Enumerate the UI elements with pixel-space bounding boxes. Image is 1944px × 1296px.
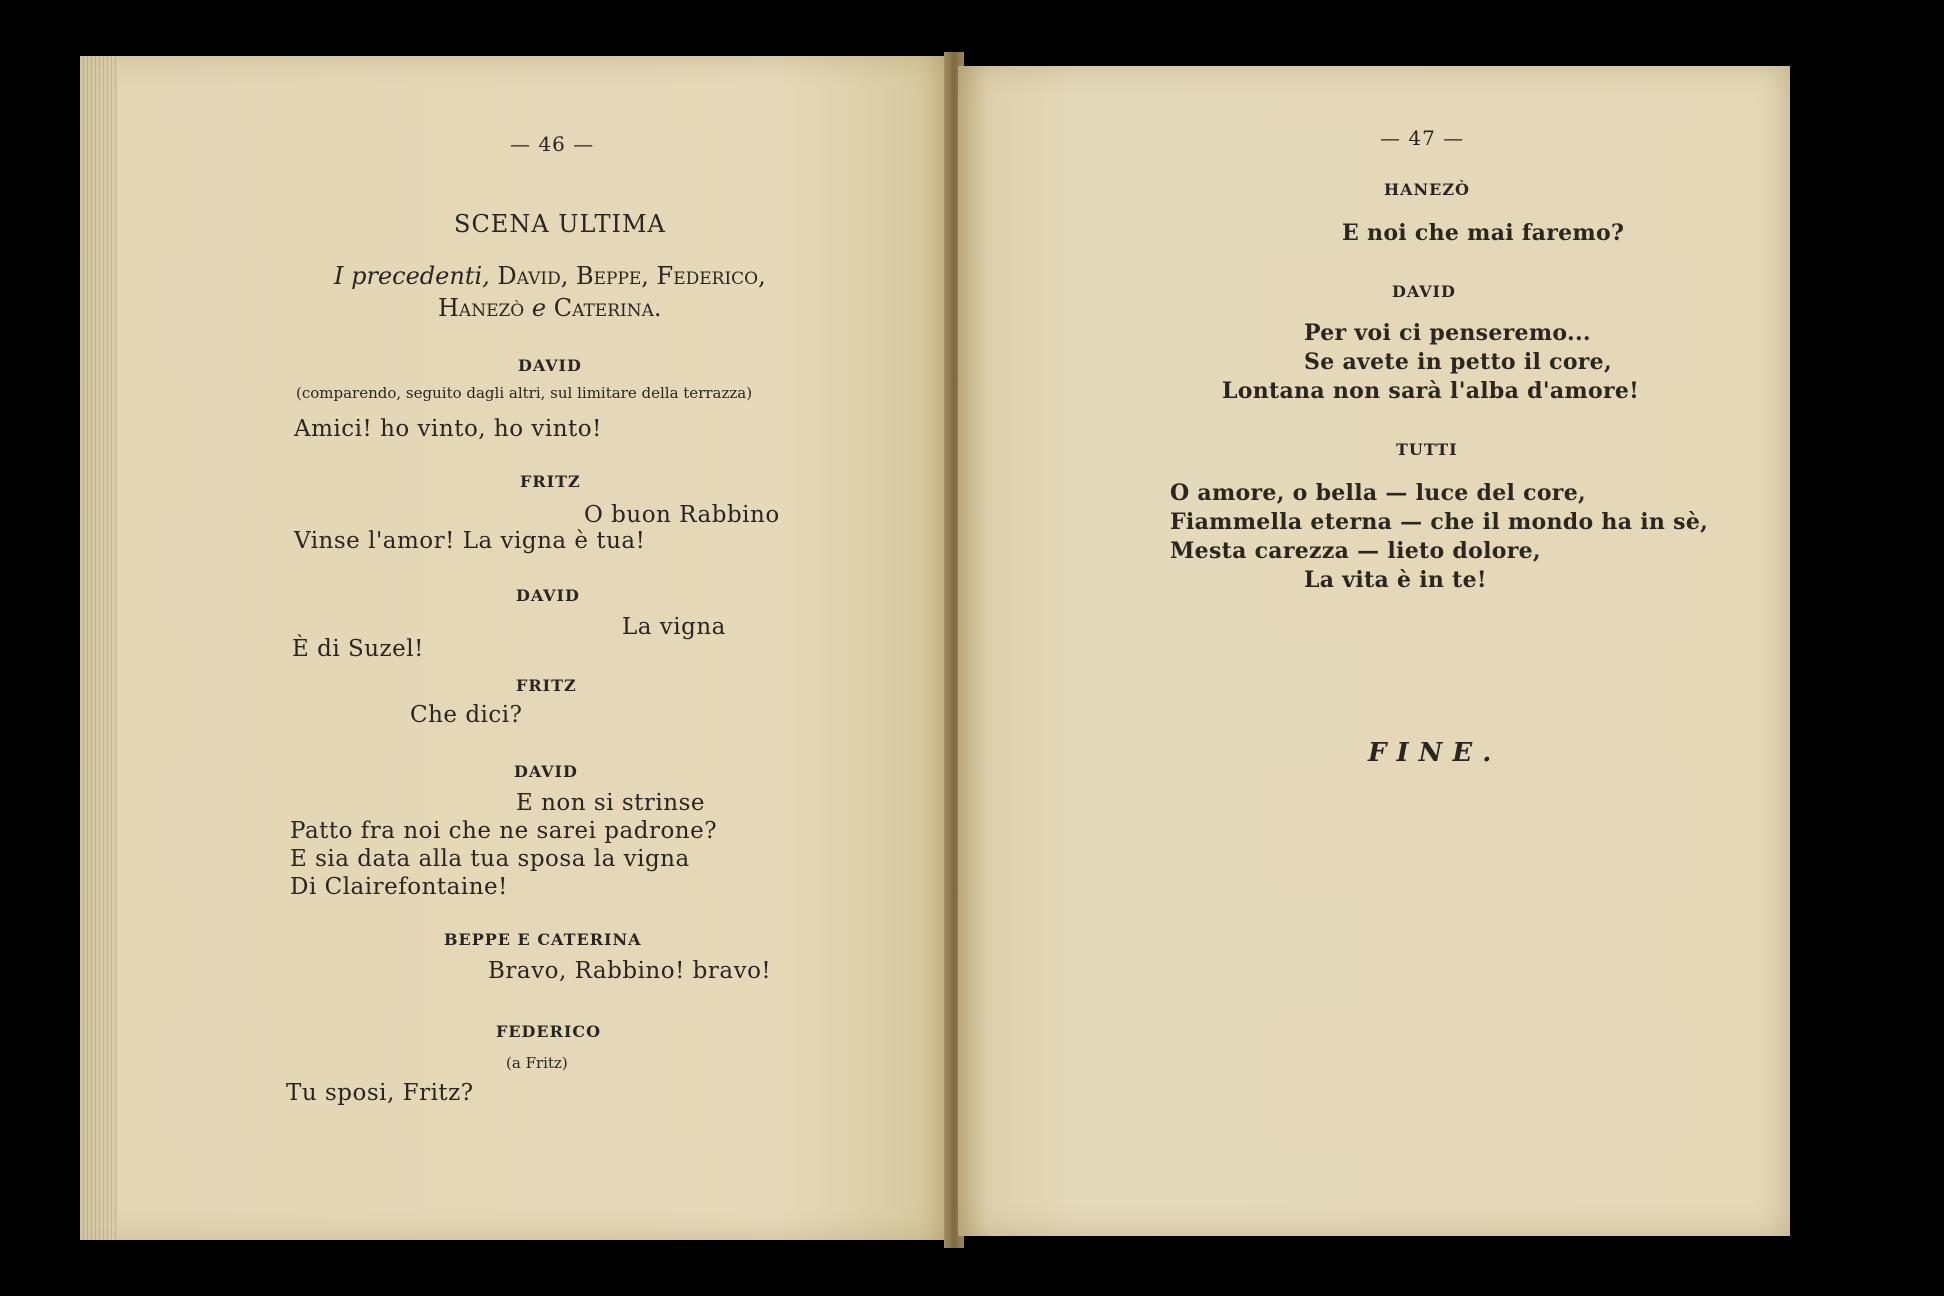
dialogue-line: Lontana non sarà l'alba d'amore! bbox=[1222, 378, 1640, 404]
fine-label: FINE. bbox=[1368, 738, 1502, 768]
dialogue-line: Che dici? bbox=[410, 702, 523, 728]
page-number: — 46 — bbox=[510, 132, 595, 156]
cast-name: Caterina. bbox=[553, 294, 662, 322]
dialogue-line: Se avete in petto il core, bbox=[1304, 349, 1612, 375]
left-page bbox=[80, 56, 952, 1240]
cast-conjunction: e bbox=[531, 294, 547, 322]
dialogue-line: E non si strinse bbox=[516, 790, 705, 816]
stage-direction: (comparendo, seguito dagli altri, sul limitare della terrazza) bbox=[296, 384, 753, 402]
dialogue-line: È di Suzel! bbox=[292, 636, 424, 662]
dialogue-line: Mesta carezza — lieto dolore, bbox=[1170, 538, 1541, 564]
speaker-label: TUTTI bbox=[1396, 440, 1458, 459]
dialogue-line: E noi che mai faremo? bbox=[1342, 220, 1625, 246]
dialogue-line: Per voi ci penseremo... bbox=[1304, 320, 1591, 346]
dialogue-line: Bravo, Rabbino! bravo! bbox=[488, 958, 772, 984]
right-page bbox=[958, 66, 1790, 1236]
speaker-label: DAVID bbox=[516, 586, 580, 605]
dialogue-line: La vigna bbox=[622, 614, 726, 640]
speaker-label: FEDERICO bbox=[496, 1022, 602, 1041]
cast-line bbox=[334, 264, 766, 288]
cast-intro: I precedenti, bbox=[334, 262, 490, 290]
dialogue-line: Patto fra noi che ne sarei padrone? bbox=[290, 818, 718, 844]
dialogue-line: La vita è in te! bbox=[1304, 567, 1487, 593]
dialogue-line: Di Clairefontaine! bbox=[290, 874, 508, 900]
cast-line bbox=[438, 296, 662, 320]
dialogue-line: Vinse l'amor! La vigna è tua! bbox=[294, 528, 646, 554]
speaker-label: DAVID bbox=[518, 356, 582, 375]
dialogue-line: Amici! ho vinto, ho vinto! bbox=[294, 416, 602, 442]
cast-name: Hanezò bbox=[438, 294, 525, 322]
dialogue-line: O buon Rabbino bbox=[584, 502, 780, 528]
scene-title: SCENA ULTIMA bbox=[454, 210, 666, 238]
speaker-label: FRITZ bbox=[516, 676, 577, 695]
open-book bbox=[80, 52, 1798, 1248]
stage-direction: (a Fritz) bbox=[506, 1054, 568, 1072]
page-number: — 47 — bbox=[1380, 126, 1465, 150]
speaker-label: DAVID bbox=[514, 762, 578, 781]
dialogue-line: E sia data alla tua sposa la vigna bbox=[290, 846, 690, 872]
speaker-label: DAVID bbox=[1392, 282, 1456, 301]
cast-names: David, Beppe, Federico, bbox=[497, 262, 766, 290]
page-edges bbox=[80, 56, 118, 1240]
speaker-label: FRITZ bbox=[520, 472, 581, 491]
speaker-label: BEPPE E CATERINA bbox=[444, 930, 642, 949]
dialogue-line: Tu sposi, Fritz? bbox=[286, 1080, 474, 1106]
speaker-label: HANEZÒ bbox=[1384, 180, 1470, 199]
dialogue-line: O amore, o bella — luce del core, bbox=[1170, 480, 1586, 506]
dialogue-line: Fiammella eterna — che il mondo ha in sè, bbox=[1170, 509, 1709, 535]
